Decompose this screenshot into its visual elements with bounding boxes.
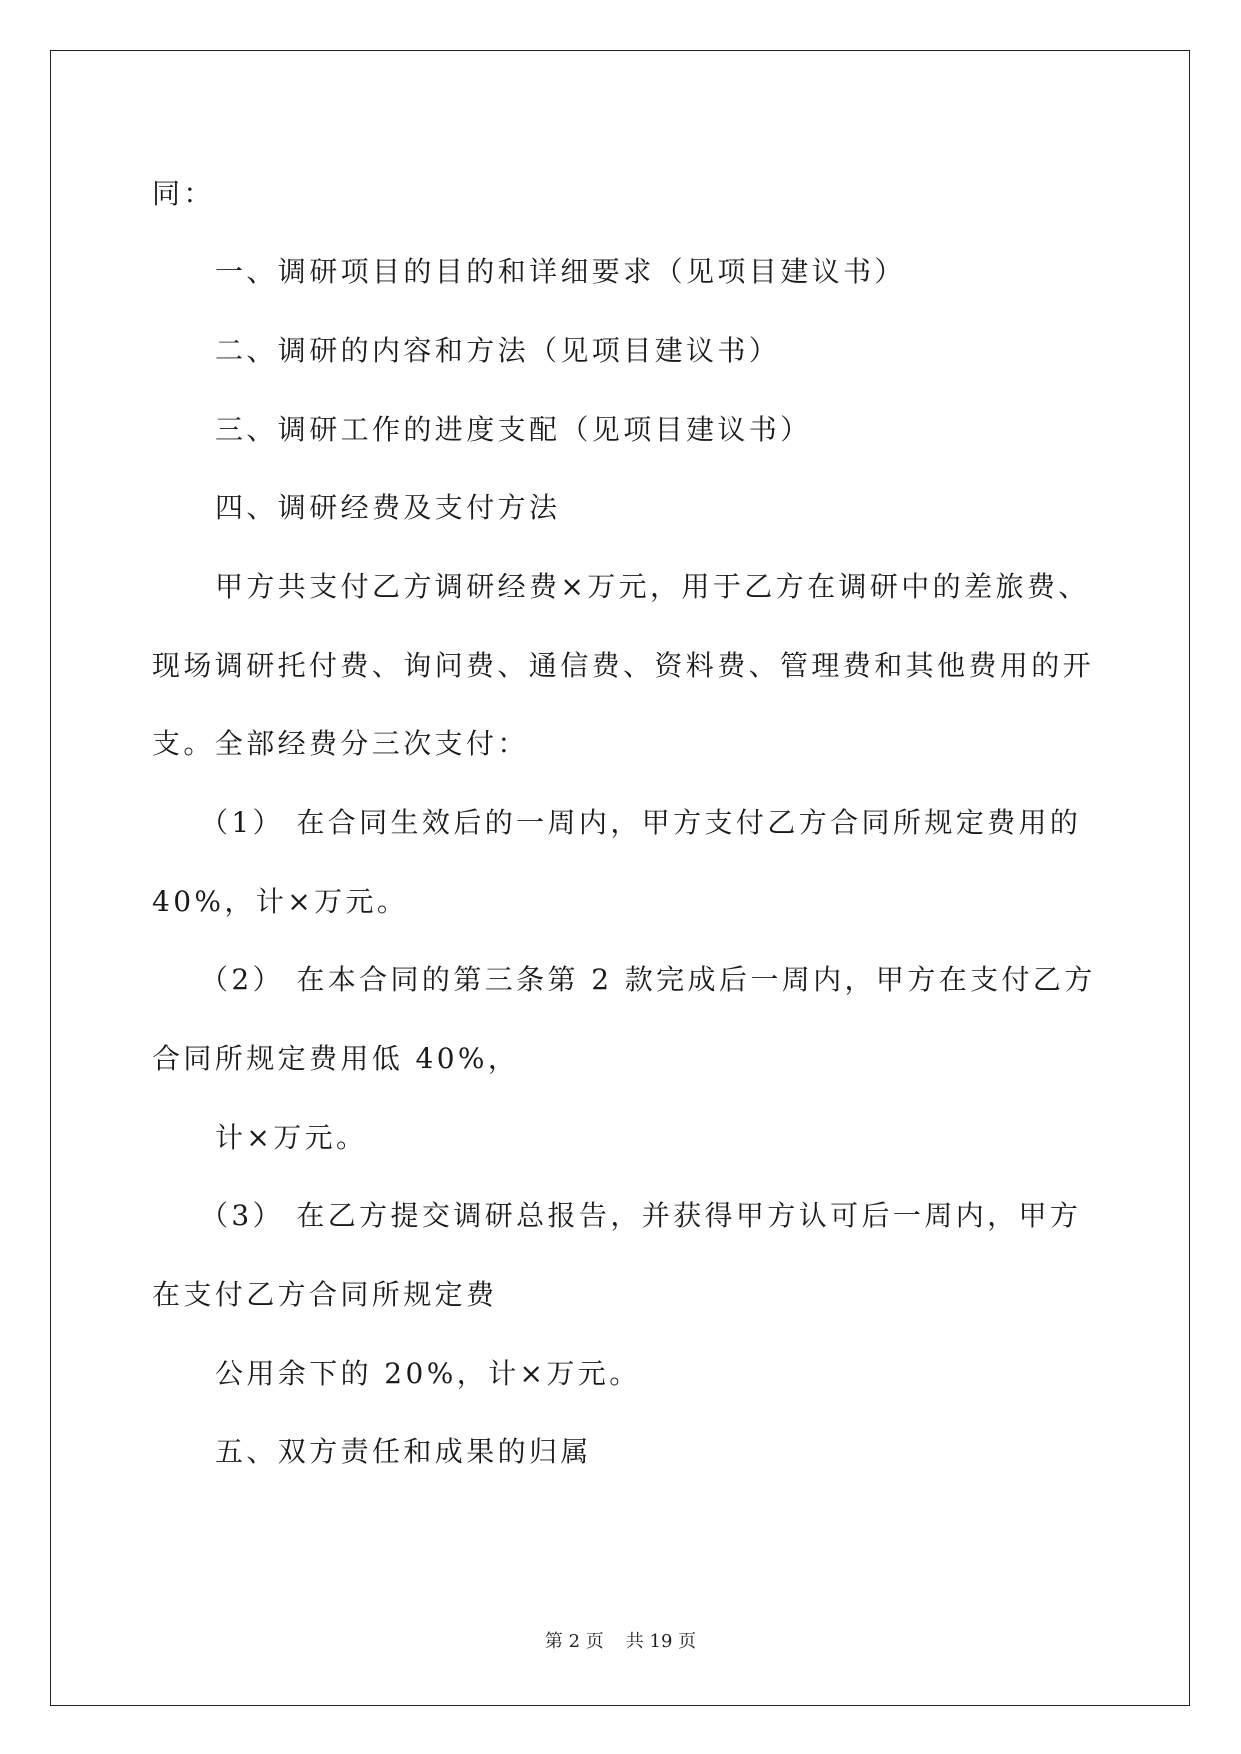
text-line: 甲方共支付乙方调研经费×万元，用于乙方在调研中的差旅费、 bbox=[215, 570, 1090, 603]
section-heading: 二、调研的内容和方法（见项目建议书） bbox=[215, 334, 781, 367]
text-line: 合同所规定费用低 40%， bbox=[152, 1042, 520, 1075]
section-heading: 五、双方责任和成果的归属 bbox=[215, 1435, 592, 1468]
text-line: 现场调研托付费、询问费、通信费、资料费、管理费和其他费用的开 bbox=[152, 649, 1095, 682]
section-heading: 四、调研经费及支付方法 bbox=[215, 491, 561, 524]
text-line: （3） 在乙方提交调研总报告，并获得甲方认可后一周内，甲方 bbox=[200, 1199, 1082, 1232]
text-line: （1） 在合同生效后的一周内，甲方支付乙方合同所规定费用的 bbox=[200, 806, 1082, 839]
text-line: 同： bbox=[152, 177, 215, 210]
page-number: 第 2 页 bbox=[544, 1631, 604, 1652]
text-line: 在支付乙方合同所规定费 bbox=[152, 1278, 498, 1311]
section-heading: 一、调研项目的目的和详细要求（见项目建议书） bbox=[215, 255, 906, 288]
text-line: 40%，计×万元。 bbox=[152, 885, 409, 918]
text-line: 计×万元。 bbox=[215, 1121, 368, 1154]
text-line: （2） 在本合同的第三条第 2 款完成后一周内，甲方在支付乙方 bbox=[200, 963, 1096, 996]
text-line: 公用余下的 20%，计×万元。 bbox=[215, 1357, 641, 1390]
text-line: 支。全部经费分三次支付： bbox=[152, 727, 529, 760]
page-total: 共 19 页 bbox=[625, 1631, 697, 1652]
section-heading: 三、调研工作的进度支配（见项目建议书） bbox=[215, 413, 812, 446]
page-footer bbox=[0, 1630, 1241, 1654]
